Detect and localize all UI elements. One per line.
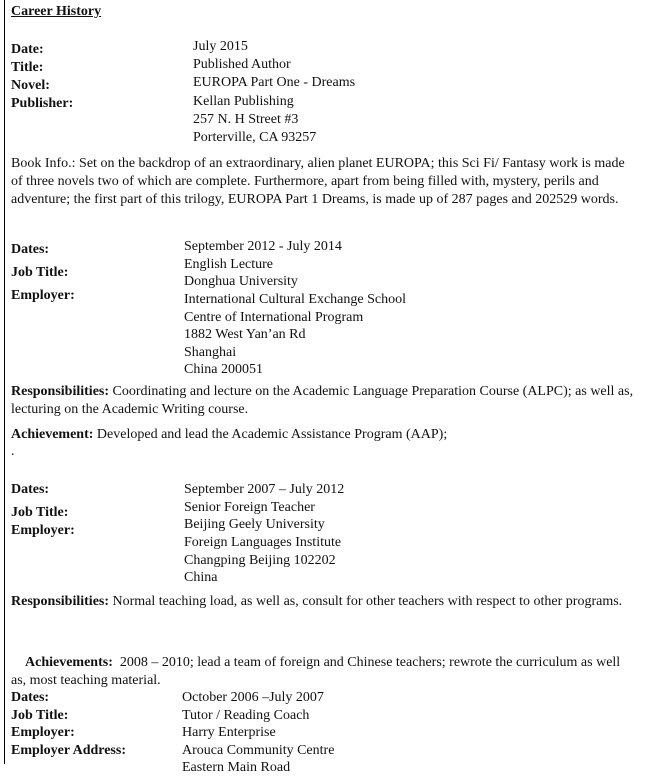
value-employer: Beijing Geely University (184, 517, 325, 532)
label-employer: Employer: (11, 288, 75, 303)
value-job-title: Tutor / Reading Coach (182, 708, 310, 723)
value-employer-country: China (184, 570, 218, 585)
label-employer: Employer: (11, 725, 75, 740)
section-heading: Career History (11, 4, 102, 19)
value-publisher-street: 257 N. H Street #3 (193, 112, 299, 127)
label-novel: Novel: (11, 78, 50, 93)
value-publisher: Kellan Publishing (193, 94, 294, 109)
achievement-text: 2008 – 2010; lead a team of foreign and Chinese teachers; rewrote the curriculum as well as, most teaching material. (11, 655, 624, 688)
label-job-title: Job Title: (11, 265, 69, 280)
responsibilities-label: Responsibilities: (11, 594, 110, 609)
label-dates: Dates: (11, 242, 50, 257)
achievement-label: Achievement: (11, 427, 94, 442)
value-date: July 2015 (193, 39, 248, 54)
responsibilities-paragraph (11, 593, 636, 611)
value-employer-city: Shanghai (184, 345, 237, 360)
responsibilities-text: Normal teaching load, as well as, consult for other teachers with respect to other programs. (109, 594, 623, 609)
label-employer-address: Employer Address: (11, 743, 126, 758)
value-dates: September 2012 - July 2014 (184, 239, 342, 254)
value-title: Published Author (193, 57, 291, 72)
label-title: Title: (11, 60, 44, 75)
value-job-title: Senior Foreign Teacher (184, 500, 315, 515)
value-novel: EUROPA Part One - Dreams (193, 75, 356, 90)
responsibilities-label: Responsibilities: (11, 384, 110, 399)
label-job-title: Job Title: (11, 505, 69, 520)
achievement-label: Achievements: (25, 655, 113, 670)
value-employer-city: Changping Beijing 102202 (184, 553, 336, 568)
value-employer-country: China 200051 (184, 362, 263, 377)
book-info-paragraph: Book Info.: Set on the backdrop of an extraordinary, alien planet EUROPA; this Sci Fi/ Fantasy work is made of three novels two of which are complete. Furthermore, apart from being filled with, mystery, perils and adventure; the first part of this trilogy, EUROPA Part 1 Dreams, is made up of 287 pages and 202529 words. (11, 156, 625, 207)
trailing-period: . (11, 444, 15, 459)
value-dates: October 2006 –July 2007 (182, 690, 324, 705)
value-job-title: English Lecture (184, 257, 274, 272)
value-employer-address: Arouca Community Centre (182, 743, 335, 758)
value-employer: Harry Enterprise (182, 725, 276, 740)
label-publisher: Publisher: (11, 96, 74, 111)
value-employer-street: 1882 West Yan’an Rd (184, 327, 306, 342)
value-employer-school: International Cultural Exchange School (184, 292, 406, 307)
value-employer-institute: Foreign Languages Institute (184, 535, 342, 550)
label-dates: Dates: (11, 482, 50, 497)
label-job-title: Job Title: (11, 708, 69, 723)
label-employer: Employer: (11, 523, 75, 538)
value-employer: Donghua University (184, 274, 298, 289)
achievement-paragraph (11, 426, 636, 444)
label-date: Date: (11, 42, 44, 57)
achievement-text: Developed and lead the Academic Assistance Program (AAP); (93, 427, 448, 442)
page-left-border (4, 0, 5, 764)
value-dates: September 2007 – July 2012 (184, 482, 345, 497)
value-employer-address-street: Eastern Main Road (182, 760, 291, 775)
value-employer-program: Centre of International Program (184, 310, 364, 325)
value-publisher-city: Porterville, CA 93257 (193, 130, 317, 145)
responsibilities-paragraph (11, 383, 636, 419)
label-dates: Dates: (11, 690, 50, 705)
responsibilities-text: Coordinating and lecture on the Academic Language Preparation Course (ALPC); as well as, lecturing on the Academic Writing course. (11, 384, 634, 417)
